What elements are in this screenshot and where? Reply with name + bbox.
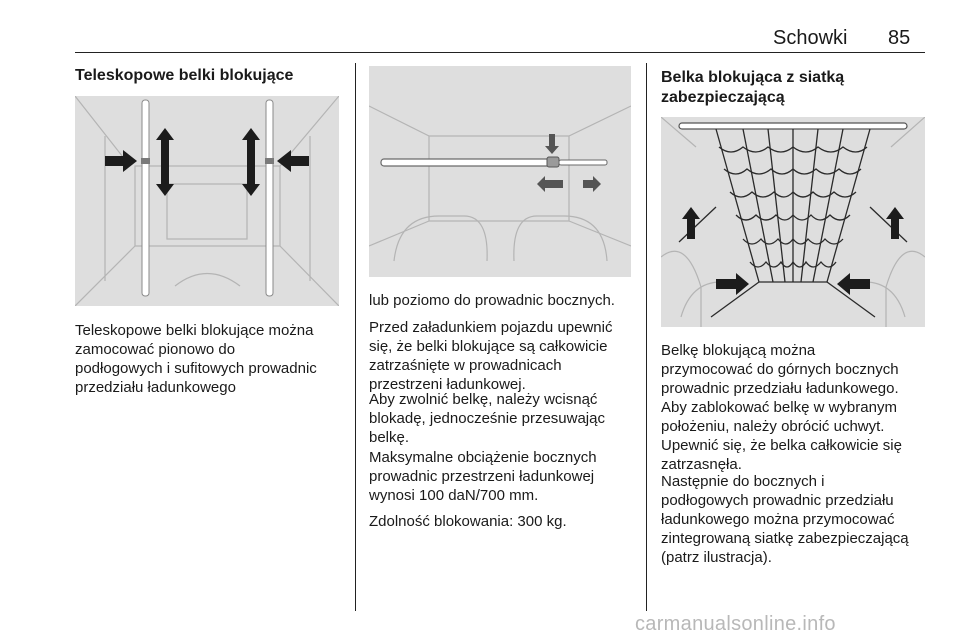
figure-horizontal-bar xyxy=(369,66,631,277)
page-number: 85 xyxy=(888,27,911,49)
paragraph-before-loading: Przed załadunkiem pojazdu upewnić się, że belki blokujące są całkowicie zatrzaśnięte w prowadnicach przestrzeni ładunkowej. xyxy=(369,319,613,393)
heading-telescopic-bars: Teleskopowe belki blokujące xyxy=(75,67,294,84)
column-divider-right xyxy=(646,63,647,611)
heading-bar-with-net: Belka blokująca z siatką zabezpieczającą xyxy=(661,69,845,106)
figure-safety-net xyxy=(661,117,925,327)
watermark: carmanualsonline.info xyxy=(635,613,836,635)
paragraph-mount-net-bar: Belkę blokującą można przymocować do górnych bocznych prowadnic przedziału ładunkowego. Aby zablokować belkę w wybranym położeniu, należy obrócić uchwyt. Upewnić się, że belka całkowicie się zatrzasnęła. xyxy=(661,342,902,473)
paragraph-horizontal-mount: lub poziomo do prowadnic bocznych. xyxy=(369,292,615,309)
paragraph-telescopic-bars: Teleskopowe belki blokujące można zamocować pionowo do podłogowych i sufitowych prowadnic przedziału ładunkowego xyxy=(75,322,317,396)
paragraph-locking-capacity: Zdolność blokowania: 300 kg. xyxy=(369,513,567,530)
paragraph-max-load: Maksymalne obciążenie bocznych prowadnic przestrzeni ładunkowej wynosi 100 daN/700 mm. xyxy=(369,449,597,504)
header-rule xyxy=(75,52,925,53)
paragraph-release-bar: Aby zwolnić belkę, należy wcisnąć blokadę, jednocześnie przesuwając belkę. xyxy=(369,391,605,446)
column-divider-left xyxy=(355,63,356,611)
paragraph-attach-net: Następnie do bocznych i podłogowych prowadnic przedziału ładunkowego można przymocować zintegrowaną siatkę zabezpieczającą (patrz ilustracja). xyxy=(661,473,909,566)
section-title: Schowki xyxy=(773,27,848,49)
figure-vertical-bars xyxy=(75,96,339,306)
